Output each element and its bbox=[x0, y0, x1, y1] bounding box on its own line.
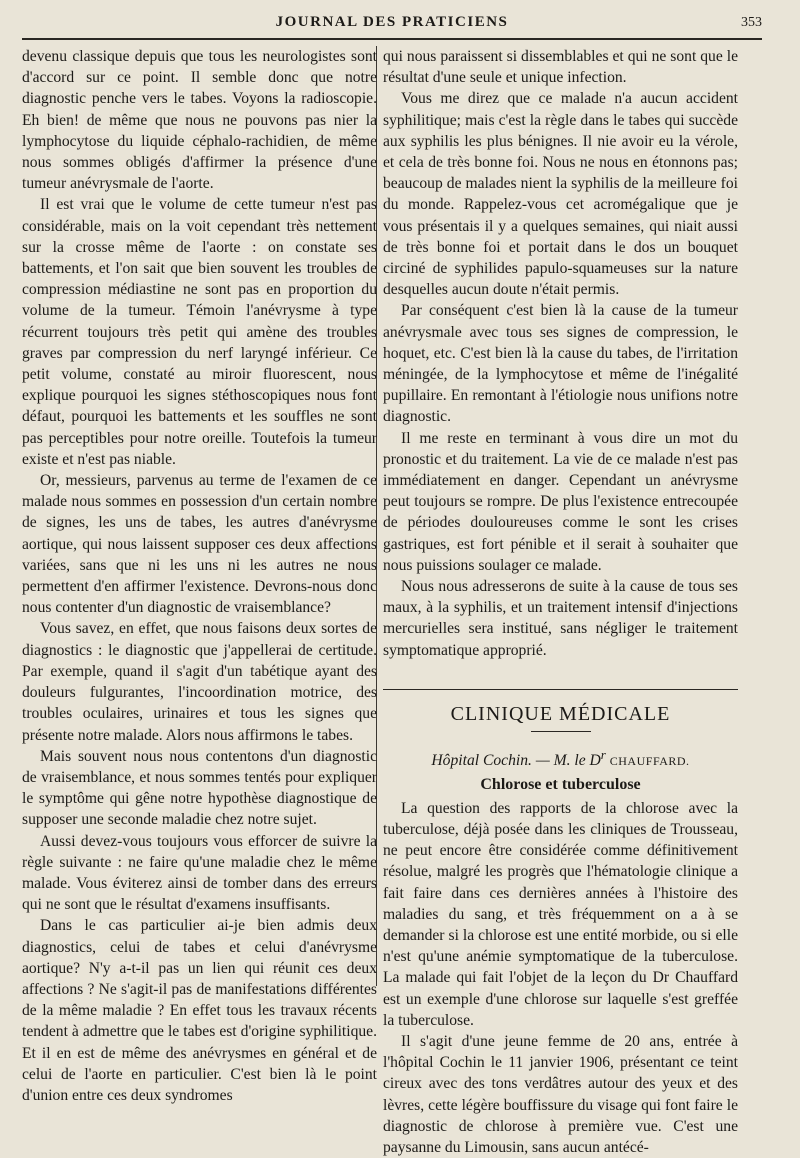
paragraph: Aussi devez-vous toujours vous efforcer de suivre la règle suivante : ne faire qu'une maladie chez le même malade. Vous éviterez ainsi de tomber dans des erreurs qui ne sont que le résultat d'examens insuffisants. bbox=[22, 832, 377, 914]
byline-superscript: r bbox=[600, 747, 606, 763]
paragraph: Vous savez, en effet, que nous faisons deux sortes de diagnostics : le diagnostic que j'appellerai de certitude. Par exemple, quand il s'agit d'un tabétique ayant des douleurs fulgurantes, l'incoordination motrice, des troubles oculaires, urinaires et tous les signes que présente notre malade. Alors nous affirmons le tabes. bbox=[22, 620, 377, 744]
left-column bbox=[22, 46, 377, 1106]
section-rule bbox=[383, 689, 738, 690]
paragraph: Il me reste en terminant à vous dire un mot du pronostic et du traitement. La vie de ce malade n'est pas immédiatement en danger. Cependant un anévrysme peut toujours se rompre. De plus l'existence entrecoupée de périodes douloureuses comme le sont les crises gastriques, est fort pénible et il serait à souhaiter que nous puissions soulager ce malade. bbox=[383, 429, 738, 574]
paragraph: Il est vrai que le volume de cette tumeur n'est pas considérable, mais on la voit cependant très nettement sur la crosse même de l'aorte : on constate ses battements, et l'on sait que bien souvent les troubles de compression médiastine ne sont pas en proportion du volume de la tumeur. Témoin l'anévrysme à type récurrent toujours très petit qui amène des troubles graves par compression du nerf laryngé inférieur. Ce petit volume, constaté au miroir fluorescent, nous explique pourquoi les signes stéthoscopiques nous font défaut, pourquoi les battements et les souffles ne sont pas perceptibles pour notre oreille. Toutefois la tumeur existe et n'est pas niable. bbox=[22, 196, 377, 468]
section-underline bbox=[531, 731, 591, 732]
page-number: 353 bbox=[741, 15, 762, 30]
paragraph: La question des rapports de la chlorose avec la tuberculose, déjà posée dans les cliniques de Trousseau, ne peut encore être considérée comme définitivement résolue, malgré les progrès que l'hématologie clinique a fait faire dans ces dernières années à l'histoire des maladies du sang, et très fréquemment on a à se demander si la chlorose est une entité morbide, ou si elle n'est qu'une anémie symptomatique de la tuberculose. La malade qui fait l'objet de la leçon du Dr Chauffard est un exemple d'une chlorose sur laquelle s'est greffée la tuberculose. bbox=[383, 799, 738, 1029]
paragraph: Il s'agit d'une jeune femme de 20 ans, entrée à l'hôpital Cochin le 11 janvier 1906, présentant ce teint cireux avec des tons verdâtres autour des yeux et des lèvres, cette légère bouffissure du visage qui font faire le diagnostic de chlorose à première vue. C'est une paysanne du Limousin, sans aucun antécé- bbox=[383, 1032, 738, 1156]
paragraph: Par conséquent c'est bien là la cause de la tumeur anévrysmale avec tous ses signes de compression, le hoquet, etc. C'est bien là la cause du tabes, de l'irritation méningée, de la lymphocytose et même de l'inégalité pupillaire. En remontant à l'étiologie nous unifions notre diagnostic. bbox=[383, 302, 738, 426]
paragraph: devenu classique depuis que tous les neurologistes sont d'accord sur ce point. Il semble donc que notre diagnostic penche vers le tabes. Voyons la radioscopie. Eh bien! de même que nous ne pouvons pas nier la lymphocytose du liquide céphalo-rachidien, de même nous sommes obligés d'affirmer la présence d'une tumeur anévrysmale de l'aorte. bbox=[22, 48, 377, 193]
paragraph: Or, messieurs, parvenus au terme de l'examen de ce malade nous sommes en possession d'un certain nombre de signes, les uns de tabes, les autres d'anévrysme aortique, qui nous laissent supposer ces deux affections variées, sans que ni les uns ni les autres ne nous permettent d'en affirmer l'existence. Devrons-nous donc nous contenter d'un diagnostic de vraisemblance? bbox=[22, 472, 377, 617]
byline-separator: — M. le D bbox=[531, 752, 601, 770]
byline bbox=[383, 744, 738, 772]
paragraph: Dans le cas particulier ai-je bien admis deux diagnostics, celui de tabes et celui d'anévrysme aortique? N'y a-t-il pas un lien qui réunit ces deux affections ? Ne s'agit-il pas de manifestations différentes de la même maladie ? En effet tous les travaux récents tendent à admettre que le tabes est d'origine syphilitique. Et il en est de même des anévrysmes en général et de celui de l'aorte en particulier. C'est bien là le point d'union entre ces deux syndromes bbox=[22, 917, 377, 1104]
byline-place: Hôpital Cochin. bbox=[431, 752, 532, 770]
article-title: Chlorose et tuberculose bbox=[480, 776, 641, 794]
paragraph: qui nous paraissent si dissemblables et qui ne sont que le résultat d'une seule et unique infection. bbox=[383, 48, 738, 87]
running-header bbox=[22, 12, 762, 38]
header-rule bbox=[22, 38, 762, 40]
right-column bbox=[383, 46, 738, 1158]
paragraph: Nous nous adresserons de suite à la cause de tous ses maux, à la syphilis, et un traitement intensif d'injections mercurielles sera institué, sans négliger le traitement symptomatique approprié. bbox=[383, 578, 738, 659]
paragraph: Vous me direz que ce malade n'a aucun accident syphilitique; mais c'est la règle dans le tabes qui succède aux syphilis les plus bénignes. Il nie avoir eu la vérole, et cela de très bonne foi. Nous ne nous en étonnons pas; beaucoup de malades nient la syphilis de la meilleure foi du monde. Rappelez-vous cet acromégalique que je vous présentais il y a quelques semaines, qui niait aussi de très bonne foi et portait dans le dos un bouquet circiné de syphilides papulo-squameuses sur la nature desquelles aucun doute n'était permis. bbox=[383, 90, 738, 299]
section-title: CLINIQUE MÉDICALE bbox=[450, 702, 671, 725]
paragraph: Mais souvent nous nous contentons d'un diagnostic de vraisemblance, et nous sommes tentés pour expliquer le symptôme qui gêne notre hypothèse diagnostique de supposer une seconde maladie chez notre sujet. bbox=[22, 747, 377, 829]
journal-title: JOURNAL DES PRATICIENS bbox=[275, 14, 509, 30]
byline-author: CHAUFFARD. bbox=[609, 754, 690, 769]
